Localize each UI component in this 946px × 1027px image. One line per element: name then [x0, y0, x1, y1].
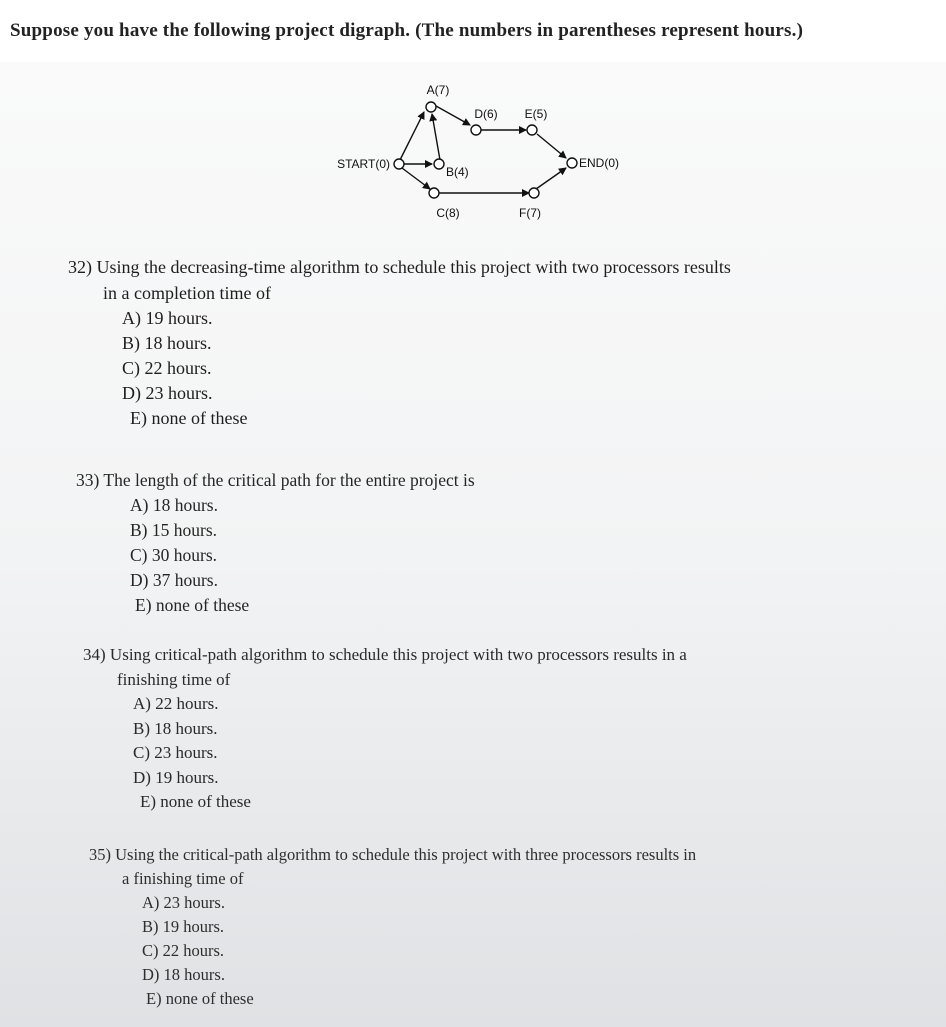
- choice-c: C) 22 hours.: [122, 358, 212, 378]
- question-stem: [68, 254, 731, 280]
- choice-e: E) none of these: [146, 989, 254, 1008]
- node-a: [426, 102, 436, 112]
- node-label-start: START(0): [337, 157, 390, 171]
- question-stem: [89, 843, 696, 867]
- choice-d: D) 19 hours.: [133, 767, 219, 787]
- edge-a-d: [436, 106, 470, 125]
- question-text: Using critical-path algorithm to schedule this project with two processors results in a: [109, 645, 687, 664]
- question-35: [89, 843, 696, 1011]
- choice-c: C) 23 hours.: [133, 743, 218, 762]
- question-text-continued: a finishing time of: [122, 869, 244, 888]
- choice-e: E) none of these: [140, 792, 251, 811]
- question-number: 33): [76, 470, 100, 490]
- edge-start-a: [400, 112, 424, 160]
- choice-a: A) 22 hours.: [133, 694, 219, 713]
- choice-b: B) 18 hours.: [122, 333, 212, 353]
- question-text: Using the decreasing-time algorithm to schedule this project with two processors results: [96, 257, 731, 277]
- question-stem: [76, 467, 475, 493]
- choice-c: C) 30 hours.: [130, 545, 218, 565]
- node-e: [527, 125, 537, 135]
- answer-choices: [76, 493, 475, 618]
- node-label-f: F(7): [519, 206, 541, 220]
- question-33: [76, 467, 475, 618]
- question-text-continued: finishing time of: [117, 670, 231, 689]
- question-number: 35): [89, 845, 111, 864]
- edge-f-end: [536, 168, 566, 189]
- question-text-continued: in a completion time of: [103, 283, 271, 303]
- node-d: [471, 125, 481, 135]
- choice-b: B) 18 hours.: [133, 718, 218, 738]
- node-label-b: B(4): [446, 165, 469, 179]
- choice-d: D) 18 hours.: [142, 965, 225, 984]
- choice-b: B) 15 hours.: [130, 520, 218, 540]
- node-c: [429, 188, 439, 198]
- question-text: The length of the critical path for the entire project is: [103, 470, 475, 490]
- node-label-a: A(7): [426, 83, 450, 97]
- answer-choices: [89, 891, 696, 1011]
- choice-d: D) 37 hours.: [130, 570, 218, 590]
- choice-e: E) none of these: [130, 408, 248, 428]
- node-label-d: D(6): [474, 107, 498, 121]
- choice-e: E) none of these: [135, 595, 250, 615]
- question-text: Using the critical-path algorithm to schedule this project with three processors results in: [115, 845, 697, 864]
- question-number: 32): [68, 257, 92, 277]
- choice-a: A) 23 hours.: [142, 893, 225, 912]
- question-34: [83, 642, 687, 815]
- answer-choices: [68, 306, 731, 431]
- edge-start-c: [402, 168, 430, 189]
- question-32: [68, 254, 731, 431]
- choice-a: A) 18 hours.: [130, 495, 218, 515]
- node-label-e: E(5): [524, 107, 548, 121]
- node-b: [434, 159, 444, 169]
- node-end: [567, 158, 577, 168]
- choice-a: A) 19 hours.: [122, 308, 213, 328]
- node-start: [394, 159, 404, 169]
- edge-b-a: [432, 114, 440, 160]
- project-digraph: [310, 76, 640, 226]
- choice-b: B) 19 hours.: [142, 917, 225, 936]
- choice-d: D) 23 hours.: [122, 383, 213, 403]
- answer-choices: [83, 692, 687, 815]
- intro-text: Suppose you have the following project digraph. (The numbers in parentheses represent hours.): [10, 20, 804, 41]
- node-label-c: C(8): [436, 206, 460, 220]
- node-f: [529, 188, 539, 198]
- node-label-end: END(0): [579, 156, 620, 170]
- edge-e-end: [537, 134, 566, 158]
- question-stem: [83, 642, 687, 667]
- choice-c: C) 22 hours.: [142, 941, 225, 960]
- question-number: 34): [83, 645, 106, 664]
- digraph-svg: [310, 76, 640, 226]
